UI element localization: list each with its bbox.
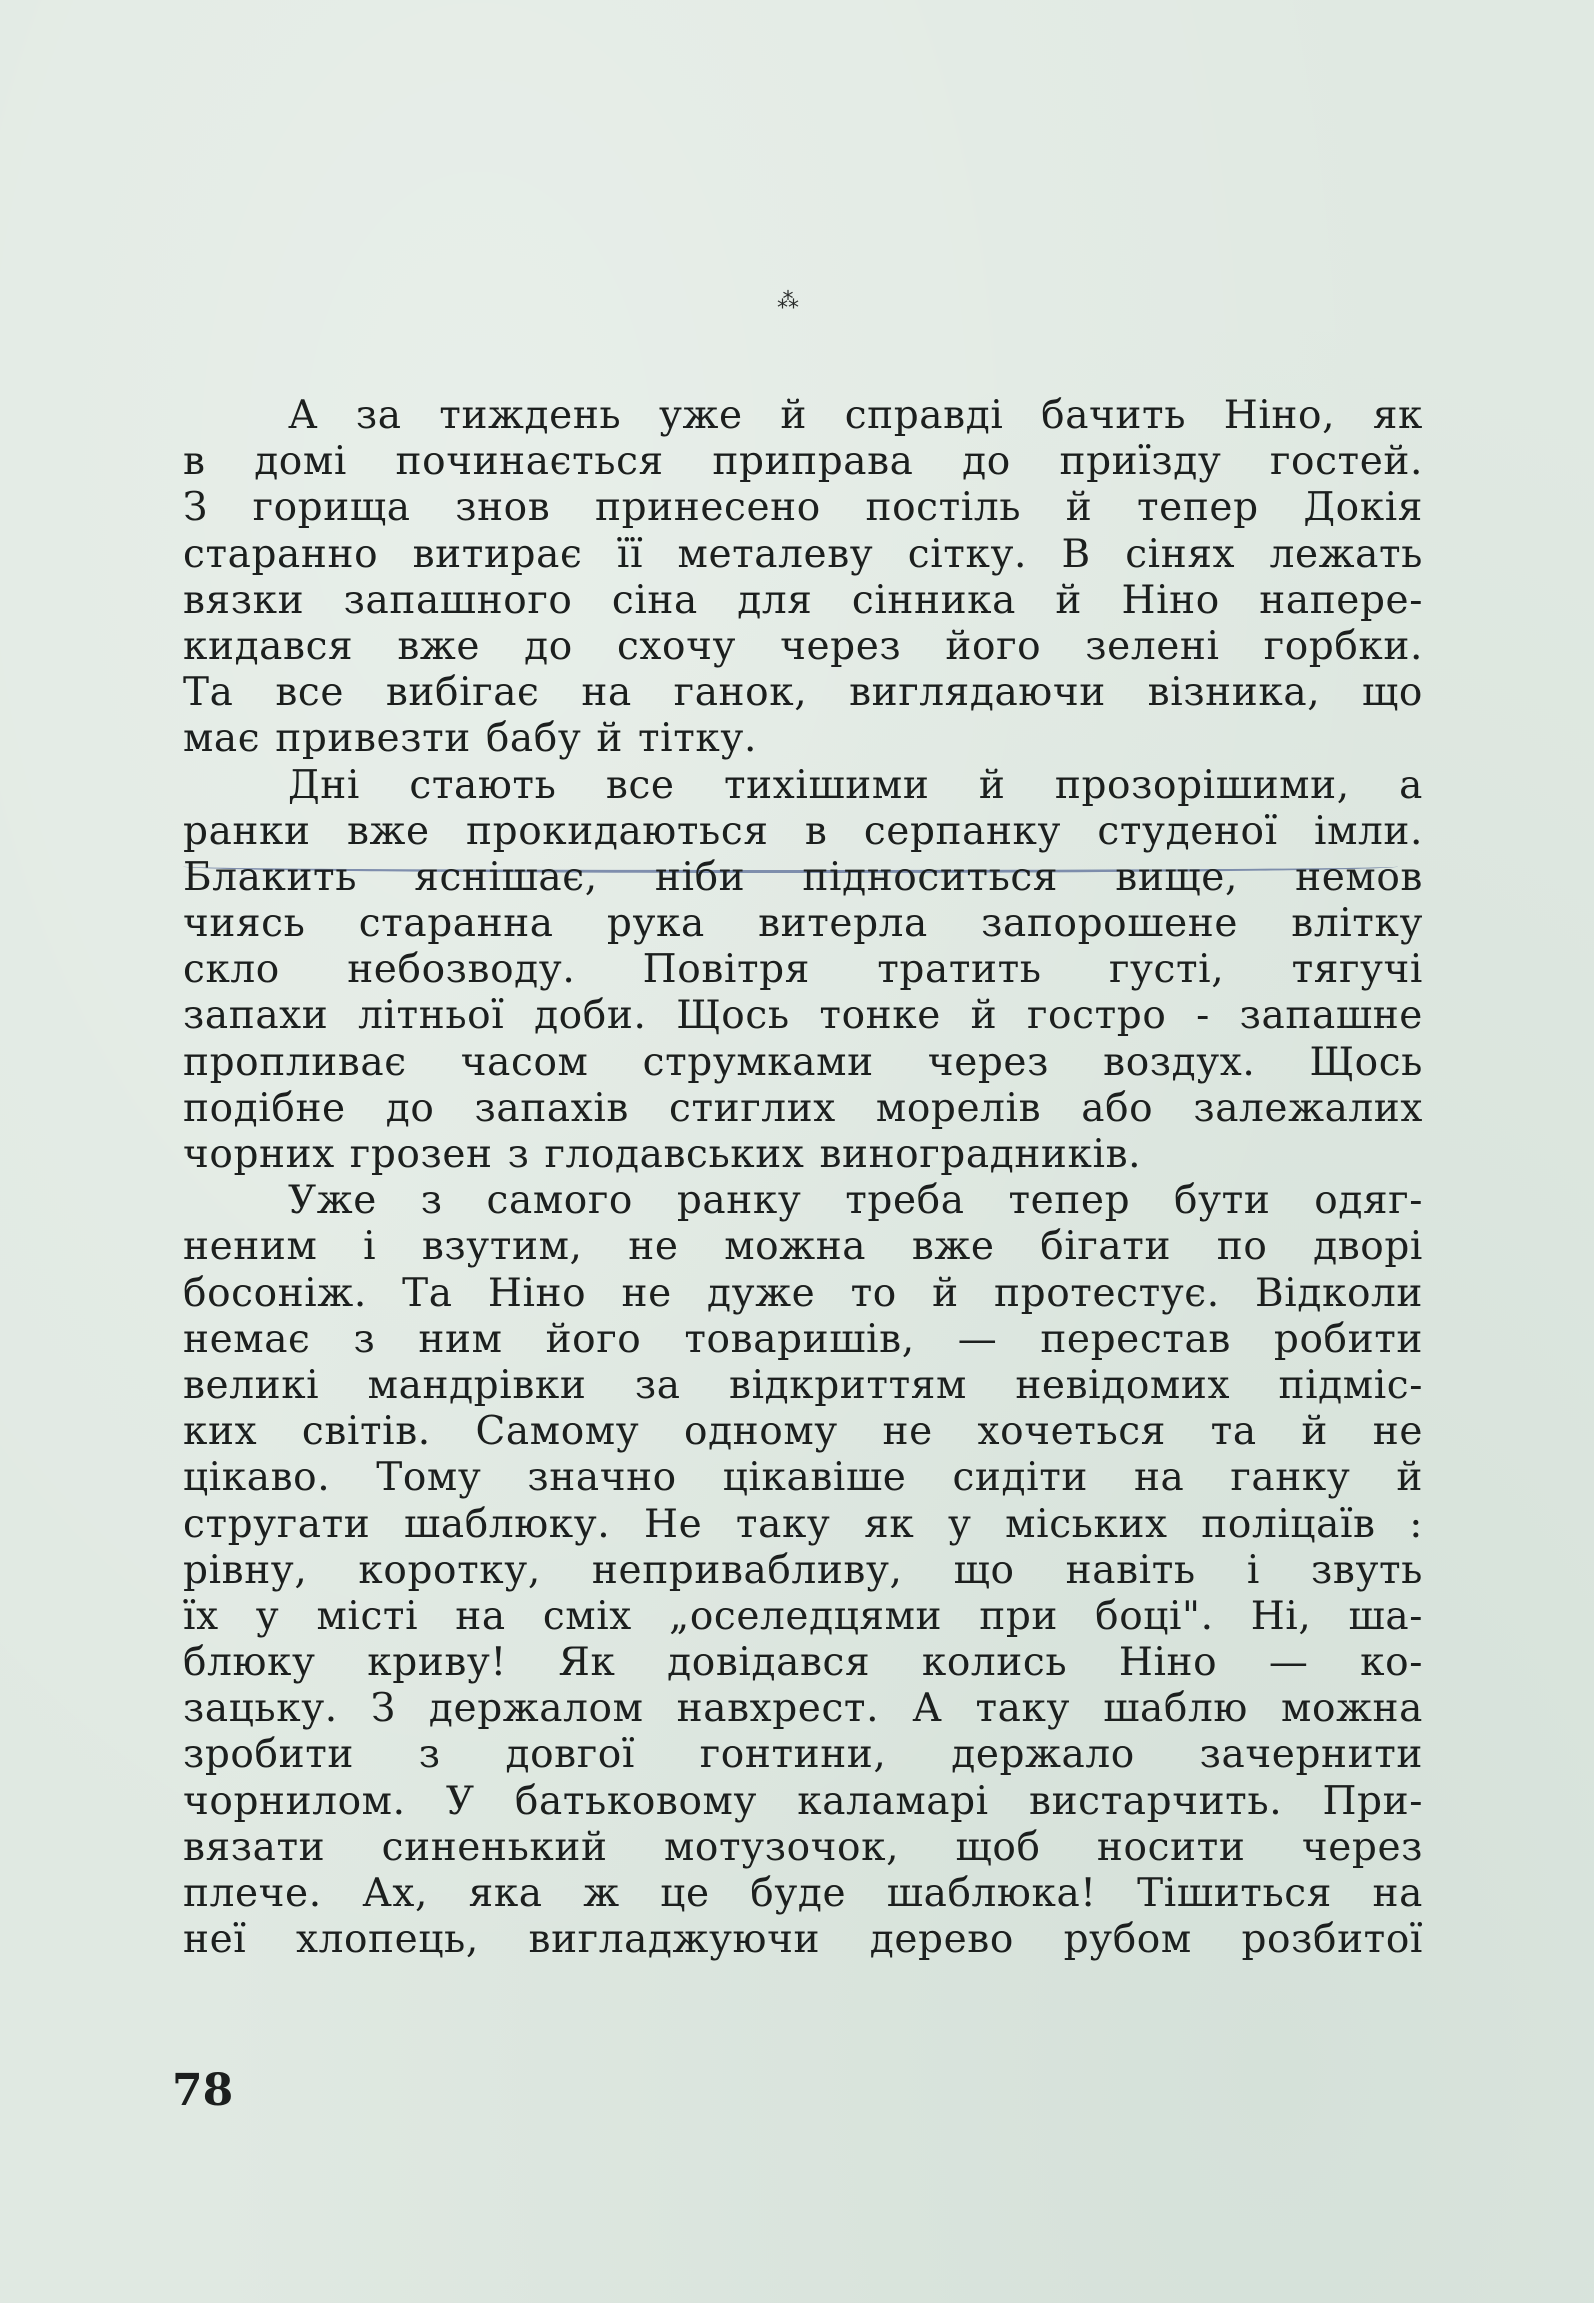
text-line: кидався вже до схочу через його зелені горбки. <box>183 623 1423 669</box>
text-line: зробити з довгої гонтини, держало зачернити <box>183 1732 1423 1778</box>
text-line: чорнилом. У батьковому каламарі вистарчить. При- <box>183 1778 1423 1824</box>
text-line: має привезти бабу й тітку. <box>183 716 757 762</box>
text-line: вязки запашного сіна для сінника й Ніно напере- <box>183 577 1423 623</box>
text-line: запахи літньої доби. Щось тонке й гостро - запашне <box>183 993 1423 1039</box>
body-text <box>183 393 1423 1963</box>
text-line: блюку криву! Як довідався колись Ніно — ко- <box>183 1640 1423 1686</box>
text-line: чиясь старанна рука витерла запорошене влітку <box>183 901 1423 947</box>
text-line: великі мандрівки за відкриттям невідомих підміс- <box>183 1362 1423 1408</box>
text-line: Та все вибігає на ганок, виглядаючи візника, що <box>183 670 1423 716</box>
text-line: А за тиждень уже й справді бачить Ніно, як <box>288 393 1423 438</box>
text-line: З горища знов принесено постіль й тепер Докія <box>183 485 1423 531</box>
text-line: цікаво. Тому значно цікавіше сидіти на ганку й <box>183 1455 1423 1501</box>
text-line: неї хлопець, вигладжуючи дерево рубом розбитої <box>183 1917 1423 1963</box>
text-line: неним і взутим, не можна вже бігати по дворі <box>183 1224 1423 1270</box>
text-line: стругати шаблюку. Не таку як у міських поліцаїв : <box>183 1501 1423 1547</box>
text-line: пропливає часом струмками через воздух. Щось <box>183 1039 1423 1085</box>
text-line: Блакить яснішає, ніби підноситься вище, немов <box>183 854 1423 900</box>
text-line: Дні стають все тихішими й прозорішими, а <box>288 762 1423 808</box>
page-number: 78 <box>172 2065 234 2116</box>
text-line: старанно витирає її металеву сітку. В сінях лежать <box>183 531 1423 577</box>
text-line: їх у місті на сміх „оселедцями при боці". Ні, ша- <box>183 1593 1423 1639</box>
text-line: ранки вже прокидаються в серпанку студеної імли. <box>183 808 1423 854</box>
text-line: босоніж. Та Ніно не дуже то й протестує. Відколи <box>183 1270 1423 1316</box>
text-line: зацьку. З держалом навхрест. А таку шаблю можна <box>183 1686 1423 1732</box>
text-line: ких світів. Самому одному не хочеться та й не <box>183 1409 1423 1455</box>
asterism-ornament: ⁂ <box>777 289 801 314</box>
text-line: плече. Ах, яка ж це буде шаблюка! Тішиться на <box>183 1871 1423 1916</box>
text-line: Уже з самого ранку треба тепер бути одяг- <box>288 1178 1423 1224</box>
text-line: подібне до запахів стиглих морелів або залежалих <box>183 1085 1423 1131</box>
text-line: немає з ним його товаришів, — перестав робити <box>183 1316 1423 1362</box>
text-line: рівну, коротку, непривабливу, що навіть і звуть <box>183 1547 1423 1593</box>
text-line: в домі починається приправа до приїзду гостей. <box>183 439 1423 485</box>
text-line: скло небозводу. Повітря тратить густі, тягучі <box>183 947 1423 993</box>
text-line: вязати синенький мотузочок, щоб носити через <box>183 1824 1423 1870</box>
text-line: чорних грозен з глодавських виноградників. <box>183 1132 1142 1177</box>
